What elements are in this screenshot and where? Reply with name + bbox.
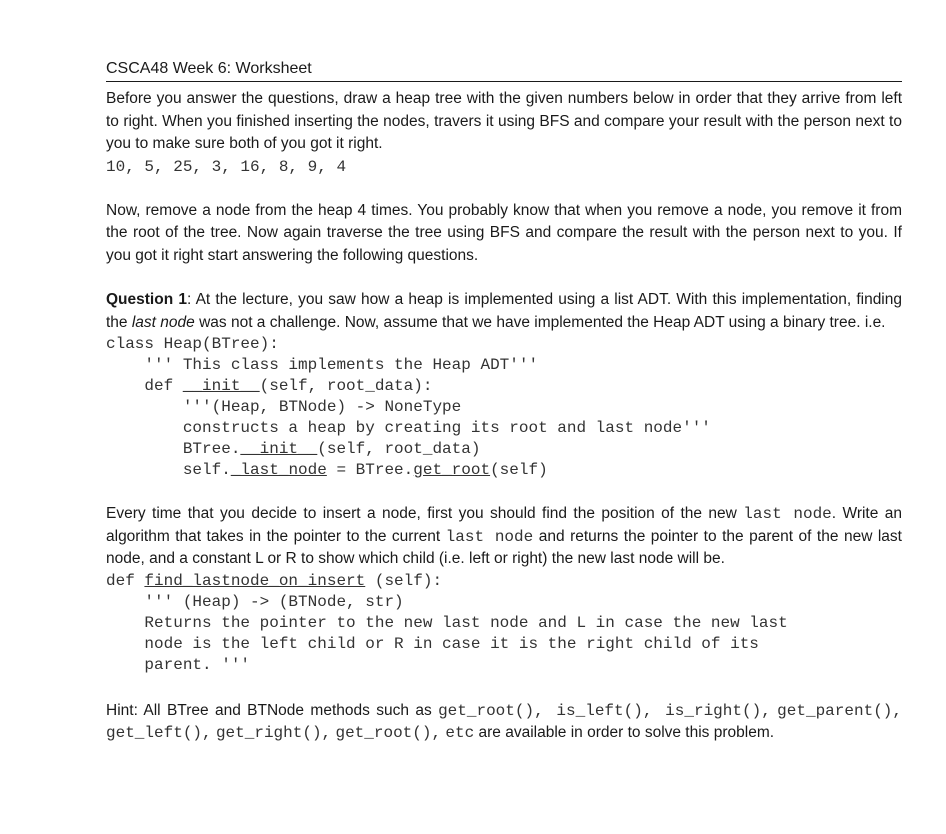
hint-text-a: Hint: All BTree and BTNode methods such as — [106, 701, 439, 719]
method-name: get_root(), — [438, 701, 544, 720]
code-line — [106, 571, 902, 592]
algorithm-text-c: and returns the pointer to the parent of the new last node, and a constant L or R to show which child (i.e. left or right) the new last node will be. — [106, 527, 902, 567]
code-line: '''(Heap, BTNode) -> NoneType — [106, 398, 462, 416]
code-fragment: get_root — [413, 461, 491, 479]
inline-code: last node — [445, 527, 534, 546]
code-line — [106, 376, 902, 397]
inline-code: last node — [743, 505, 832, 523]
code-line: parent. ''' — [106, 655, 251, 674]
code-line: constructs a heap by creating its root and last node''' — [106, 419, 711, 437]
hint-paragraph — [106, 700, 902, 745]
code-fragment: (self, root_data): — [259, 377, 433, 395]
code-fragment: __init__ — [182, 377, 260, 395]
method-name: get_right(), — [215, 724, 332, 742]
code-fragment: (self): — [365, 571, 443, 590]
code-fragment: def — [106, 377, 183, 395]
find-lastnode-code — [106, 571, 902, 676]
code-line — [106, 439, 902, 460]
code-line: ''' (Heap) -> (BTNode, str) — [106, 592, 404, 611]
code-line: class Heap(BTree): — [106, 335, 279, 353]
code-fragment: self. — [106, 461, 231, 479]
method-name: is_left(), — [556, 701, 653, 720]
algorithm-paragraph — [106, 503, 902, 571]
method-name: get_left(), — [106, 724, 212, 742]
code-line: node is the left child or R in case it is the right child of its — [106, 634, 759, 653]
hint-text-b: are available in order to solve this problem. — [474, 724, 775, 741]
heap-class-code — [106, 334, 902, 481]
page-title: CSCA48 Week 6: Worksheet — [106, 58, 902, 82]
algorithm-text-a: Every time that you decide to insert a node, first you should find the position of the new — [106, 505, 744, 522]
code-fragment: (self) — [490, 461, 548, 479]
question-1-text-a: : At the lecture, you saw how a heap is implemented using a list ADT. With this implementation, finding the — [106, 291, 902, 331]
code-line — [106, 460, 902, 481]
intro-paragraph: Before you answer the questions, draw a heap tree with the given numbers below in order that they arrive from left to right. When you finished inserting the nodes, travers it using BFS and compare your result with the person next to you to make sure both of you got it right. — [106, 90, 902, 152]
code-fragment: BTree. — [106, 440, 241, 458]
code-fragment: __init__ — [240, 440, 318, 458]
method-name: etc — [445, 724, 475, 742]
worksheet-page — [106, 58, 902, 745]
code-fragment: (self, root_data) — [317, 440, 481, 458]
algorithm-text-b: . Write an algorithm that takes in the pointer to the current — [106, 505, 902, 545]
code-fragment: def — [106, 571, 145, 590]
question-1-paragraph — [106, 289, 902, 334]
code-fragment: find_lastnode_on_insert — [144, 571, 366, 590]
code-line: Returns the pointer to the new last node and L in case the new last — [106, 613, 788, 632]
question-1-text-b: was not a challenge. Now, assume that we have implemented the Heap ADT using a binary tree. i.e. — [194, 313, 886, 331]
question-1-label: Question 1 — [106, 291, 187, 308]
remove-paragraph: Now, remove a node from the heap 4 times. You probably know that when you remove a node, you remove it from the root of the tree. Now again traverse the tree using BFS and compare the result with the person next to you. If you got it right start answering the following questions. — [106, 201, 902, 264]
code-fragment: = BTree. — [326, 461, 414, 479]
question-1-emphasis: last node — [131, 313, 195, 331]
code-line: ''' This class implements the Heap ADT''' — [106, 356, 539, 374]
number-sequence: 10, 5, 25, 3, 16, 8, 9, 4 — [106, 157, 347, 176]
method-name: get_root(), — [335, 724, 442, 742]
method-name: get_parent(), — [777, 701, 902, 720]
method-name: is_right(), — [665, 701, 771, 720]
code-fragment: _last_node — [230, 461, 327, 479]
